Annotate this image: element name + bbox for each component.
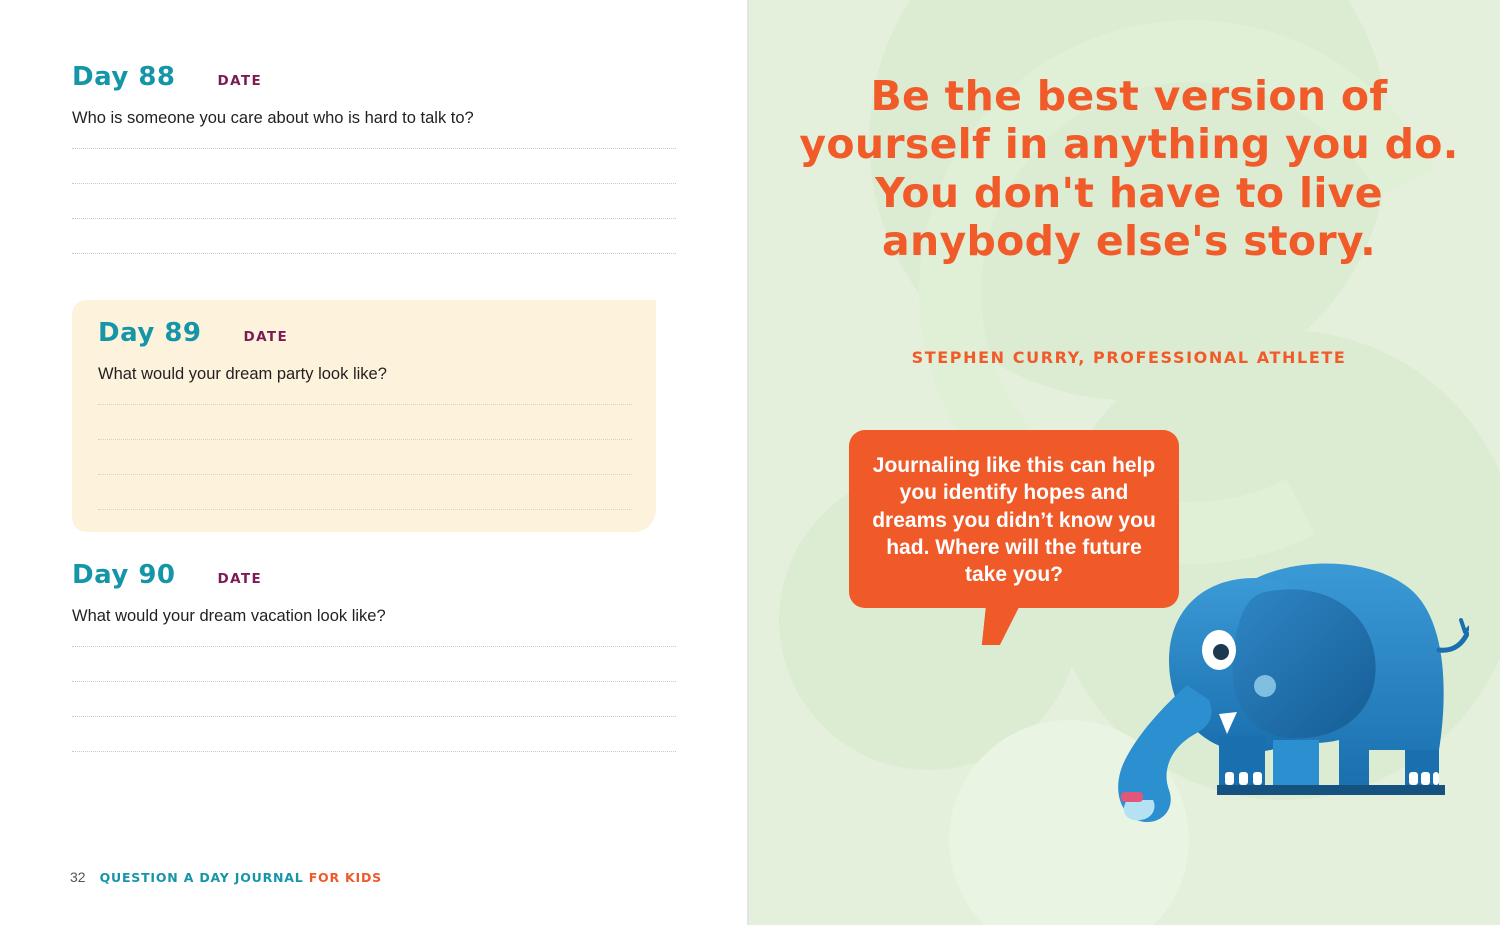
- book-title-accent: FOR KIDS: [308, 870, 382, 885]
- entry-header: [72, 62, 676, 92]
- page-number: 32: [70, 869, 86, 885]
- book-title-main: QUESTION A DAY JOURNAL: [99, 870, 309, 885]
- page-footer: [70, 869, 382, 885]
- speech-bubble-text: Journaling like this can help you identify hopes and dreams you didn’t know you had. Where will the future take you?: [872, 454, 1156, 587]
- day-title: Day 89: [98, 318, 202, 348]
- date-field-label[interactable]: DATE: [217, 571, 263, 587]
- inspirational-quote: Be the best version of yourself in anything you do. You don't have to live anybody else's story.: [799, 72, 1459, 266]
- writing-line[interactable]: [98, 473, 632, 475]
- writing-line[interactable]: [72, 252, 676, 254]
- elephant-icon: [1069, 500, 1469, 830]
- date-field-label[interactable]: DATE: [217, 73, 263, 89]
- writing-lines[interactable]: [72, 147, 676, 254]
- entry-header: [98, 318, 632, 348]
- quote-attribution: STEPHEN CURRY, PROFESSIONAL ATHLETE: [911, 348, 1347, 367]
- speech-bubble-tail-icon: [982, 605, 1020, 645]
- writing-line[interactable]: [72, 217, 676, 219]
- writing-line[interactable]: [72, 715, 676, 717]
- writing-line[interactable]: [72, 680, 676, 682]
- writing-lines[interactable]: [98, 403, 632, 510]
- writing-lines[interactable]: [72, 645, 676, 752]
- writing-line[interactable]: [98, 508, 632, 510]
- writing-line[interactable]: [72, 645, 676, 647]
- day-title: Day 88: [72, 62, 176, 92]
- right-quote-page: [749, 0, 1500, 925]
- book-title: [100, 870, 382, 885]
- prompt-question: Who is someone you care about who is hard to talk to?: [72, 109, 474, 127]
- writing-line[interactable]: [72, 182, 676, 184]
- prompt-question: What would your dream vacation look like?: [72, 607, 386, 625]
- prompt-question: What would your dream party look like?: [98, 365, 387, 383]
- date-field-label[interactable]: DATE: [243, 329, 289, 345]
- writing-line[interactable]: [72, 147, 676, 149]
- writing-line[interactable]: [98, 438, 632, 440]
- day-title: Day 90: [72, 560, 176, 590]
- journal-entry-day-90: [72, 560, 676, 752]
- writing-line[interactable]: [72, 750, 676, 752]
- writing-line[interactable]: [98, 403, 632, 405]
- journal-entry-day-89: [72, 300, 656, 532]
- entry-header: [72, 560, 676, 590]
- left-journal-page: [0, 0, 748, 925]
- journal-entry-day-88: [72, 62, 676, 254]
